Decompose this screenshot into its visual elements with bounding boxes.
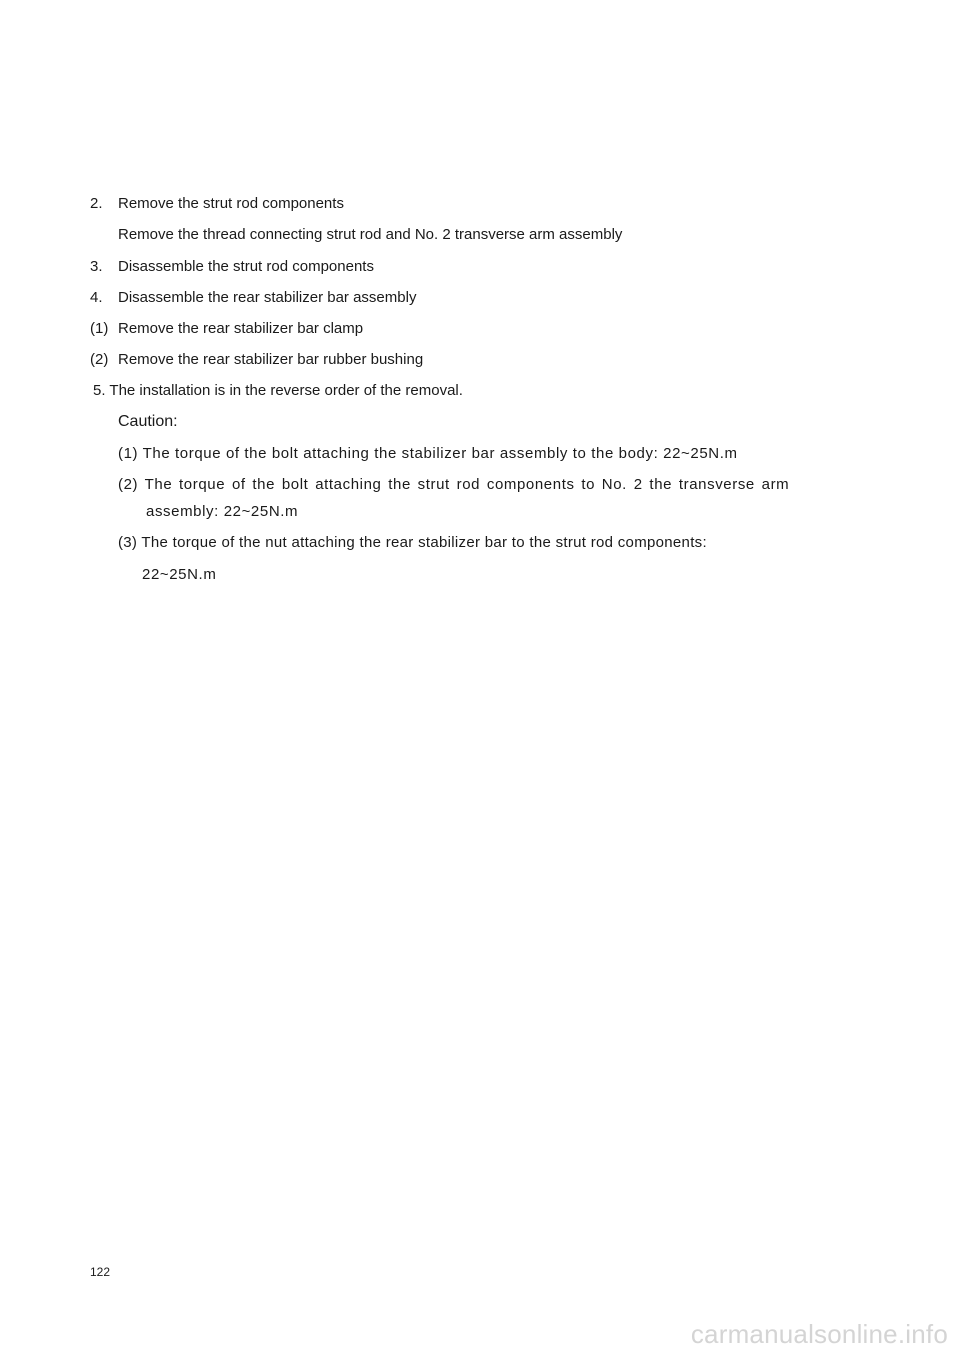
step-2-detail-line <box>118 226 622 244</box>
step-text: Disassemble the strut rod components <box>118 258 374 275</box>
step-text: Remove the strut rod components <box>118 195 344 212</box>
substep-1-line <box>90 320 363 338</box>
step-text: Remove the thread connecting strut rod and No. 2 transverse arm assembly <box>118 226 623 243</box>
substep-2-line <box>90 351 423 369</box>
step-number: 4. <box>90 289 103 306</box>
caution-item-2-continuation: assembly: 22~25N.m <box>146 503 299 520</box>
step-text: Disassemble the rear stabilizer bar assembly <box>118 289 417 306</box>
page-number: 122 <box>90 1265 111 1279</box>
step-number: 2. <box>90 195 103 212</box>
watermark-text: carmanualsonline.info <box>690 1319 948 1349</box>
step-text: Remove the rear stabilizer bar rubber bushing <box>118 351 424 368</box>
step-text: 5. The installation is in the reverse order of the removal. <box>93 382 463 399</box>
caution-heading: Caution: <box>118 413 178 430</box>
step-number: (2) <box>90 351 109 368</box>
step-number: (1) <box>90 320 109 337</box>
caution-item-3: (3) The torque of the nut attaching the rear stabilizer bar to the strut rod components: <box>118 534 707 551</box>
step-number: 3. <box>90 258 103 275</box>
caution-item-2: (2) The torque of the bolt attaching the strut rod components to No. 2 the transverse arm <box>118 476 790 493</box>
caution-item-1: (1) The torque of the bolt attaching the stabilizer bar assembly to the body: 22~25N.m <box>118 445 738 462</box>
caution-item-3-continuation: 22~25N.m <box>142 566 217 583</box>
step-2-line <box>90 195 344 213</box>
step-4-line <box>90 289 416 307</box>
step-3-line <box>90 258 374 276</box>
step-text: Remove the rear stabilizer bar clamp <box>118 320 364 337</box>
step-5-line <box>93 382 463 400</box>
